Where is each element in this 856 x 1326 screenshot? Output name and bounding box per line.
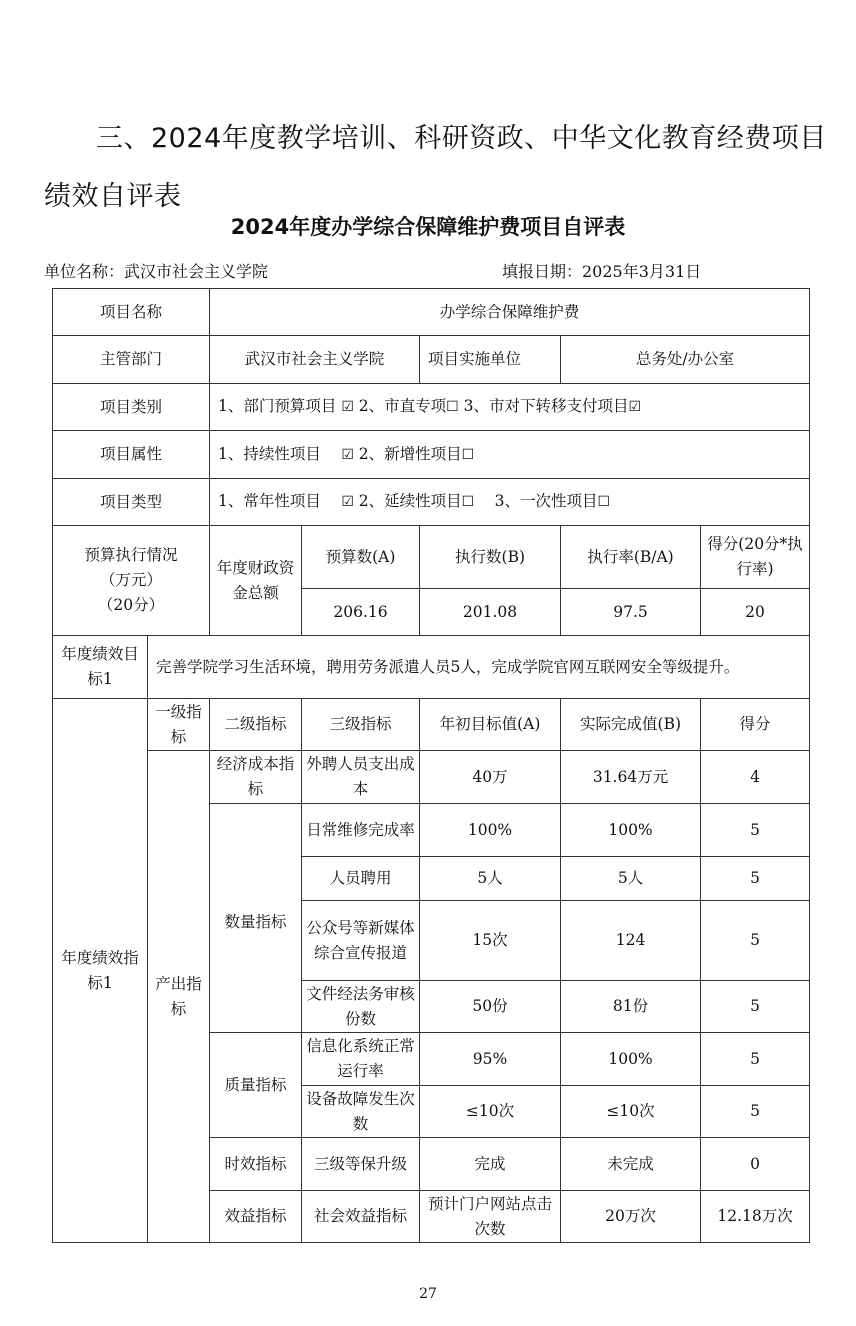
total-funds-label: 年度财政资金总额	[210, 526, 302, 636]
category-options	[210, 384, 810, 431]
indicator-actual: 100%	[561, 804, 701, 857]
quantity-indicator-label	[210, 804, 302, 1033]
indicator-name: 外聘人员支出成本	[302, 751, 420, 804]
indicator-target: ≤10次	[420, 1086, 561, 1138]
indicators-label: 年度绩效指标1	[53, 699, 148, 1243]
indicator-score: 5	[701, 1086, 810, 1138]
benefit-indicator-label: 效益指标	[210, 1191, 302, 1243]
header-score: 得分	[701, 699, 810, 751]
budget-header: 预算数(A)	[302, 526, 420, 589]
indicator-target: 40万	[420, 751, 561, 804]
indicator-name: 设备故障发生次数	[302, 1086, 420, 1138]
type-option-1: 1、常年性项目	[218, 492, 342, 510]
budget-value: 206.16	[302, 589, 420, 636]
budget-label-unit: （万元）	[100, 571, 163, 589]
dept-value: 武汉市社会主义学院	[210, 336, 420, 384]
project-name-label: 项目名称	[53, 289, 210, 336]
indicator-score: 4	[701, 751, 810, 804]
indicator-score: 0	[701, 1138, 810, 1191]
budget-label	[53, 526, 210, 636]
indicator-name: 预计门户网站点击次数	[420, 1191, 561, 1243]
indicator-score: 5	[701, 901, 810, 981]
score-header: 得分(20分*执行率)	[701, 526, 810, 589]
quality-indicator-label: 质量指标	[210, 1033, 302, 1138]
exec-header: 执行数(B)	[420, 526, 561, 589]
impl-unit-label: 项目实施单位	[420, 336, 561, 384]
unit-name: 单位名称：武汉市社会主义学院	[44, 262, 269, 281]
indicator-name: 文件经法务审核份数	[302, 981, 420, 1033]
rate-header: 执行率(B/A)	[561, 526, 701, 589]
indicator-name: 信息化系统正常运行率	[302, 1033, 420, 1086]
attr-options	[210, 431, 810, 479]
type-options	[210, 479, 810, 526]
indicator-score: 5	[701, 1033, 810, 1086]
indicator-actual: 100%	[561, 1033, 701, 1086]
indicator-target: 50份	[420, 981, 561, 1033]
checkbox-checked-icon[interactable]: ☑	[341, 446, 354, 463]
checkbox-empty-icon[interactable]: ☐	[446, 399, 459, 415]
goal-text: 完善学院学习生活环境，聘用劳务派遣人员5人，完成学院官网互联网安全等级提升。	[148, 636, 810, 699]
indicator-name: 公众号等新媒体综合宣传报道	[302, 901, 420, 981]
attr-option-1: 1、持续性项目	[218, 444, 342, 463]
budget-label-points: （20分）	[97, 596, 165, 614]
self-evaluation-table	[52, 288, 810, 1243]
indicator-actual: 31.64万元	[561, 751, 701, 804]
header-level2: 二级指标	[210, 699, 302, 751]
indicator-name: 人员聘用	[302, 857, 420, 901]
type-option-2: 2、延续性项目	[353, 492, 462, 510]
header-actual: 实际完成值(B)	[561, 699, 701, 751]
indicator-target: 15次	[420, 901, 561, 981]
goal-label: 年度绩效目标1	[53, 636, 148, 699]
table-row	[53, 751, 810, 804]
indicator-name: 三级等保升级	[302, 1138, 420, 1191]
indicator-target: 完成	[420, 1138, 561, 1191]
indicator-actual: 81份	[561, 981, 701, 1033]
checkbox-empty-icon[interactable]: ☐	[461, 494, 475, 510]
checkbox-checked-icon[interactable]: ☑	[341, 494, 354, 510]
indicator-score: 5	[701, 857, 810, 901]
checkbox-checked-icon[interactable]: ☑	[341, 399, 354, 415]
indicator-target: 5人	[420, 857, 561, 901]
type-option-3: 3、一次性项目	[474, 492, 598, 510]
budget-label-line: 预算执行情况	[84, 546, 178, 564]
indicator-name: 日常维修完成率	[302, 804, 420, 857]
cost-indicator-label: 经济成本指标	[210, 751, 302, 804]
category-option-2: 2、市直专项	[353, 397, 447, 415]
checkbox-empty-icon[interactable]: ☐	[597, 494, 611, 510]
header-level3: 三级指标	[302, 699, 420, 751]
time-indicator-label: 时效指标	[210, 1138, 302, 1191]
indicator-actual: ≤10次	[561, 1086, 701, 1138]
dept-label: 主管部门	[53, 336, 210, 384]
table-title: 2024年度办学综合保障维护费项目自评表	[230, 215, 626, 239]
score-value: 20	[701, 589, 810, 636]
category-option-1: 1、部门预算项目	[218, 397, 342, 415]
exec-value: 201.08	[420, 589, 561, 636]
indicator-target: 95%	[420, 1033, 561, 1086]
attr-option-2: 2、新增性项目	[353, 444, 462, 463]
section-heading: 三、2024年度教学培训、科研资政、中华文化教育经费项目绩效自评表	[44, 123, 827, 212]
project-name-value: 办学综合保障维护费	[210, 289, 810, 336]
header-target: 年初目标值(A)	[420, 699, 561, 751]
rate-value: 97.5	[561, 589, 701, 636]
indicator-actual: 5人	[561, 857, 701, 901]
attr-label: 项目属性	[53, 431, 210, 479]
indicator-actual: 未完成	[561, 1138, 701, 1191]
output-indicator-label: 产出指标	[148, 751, 210, 1243]
indicator-actual: 124	[561, 901, 701, 981]
indicator-score: 5	[701, 981, 810, 1033]
fill-date: 填报日期：2025年3月31日	[502, 262, 702, 281]
checkbox-empty-icon[interactable]: ☐	[461, 446, 475, 463]
page-number: 27	[419, 1286, 437, 1302]
type-label: 项目类型	[53, 479, 210, 526]
quantity-indicator-text: 数量指标	[224, 913, 287, 931]
indicator-actual: 12.18万次	[701, 1191, 810, 1243]
indicator-target: 100%	[420, 804, 561, 857]
checkbox-checked-icon[interactable]: ☑	[628, 399, 642, 415]
header-level1: 一级指标	[148, 699, 210, 751]
category-option-3: 3、市对下转移支付项目	[458, 397, 629, 415]
impl-unit-value: 总务处/办公室	[561, 336, 810, 384]
indicator-score: 5	[701, 804, 810, 857]
category-label: 项目类别	[53, 384, 210, 431]
indicator-target: 20万次	[561, 1191, 701, 1243]
social-indicator-label: 社会效益指标	[302, 1191, 420, 1243]
